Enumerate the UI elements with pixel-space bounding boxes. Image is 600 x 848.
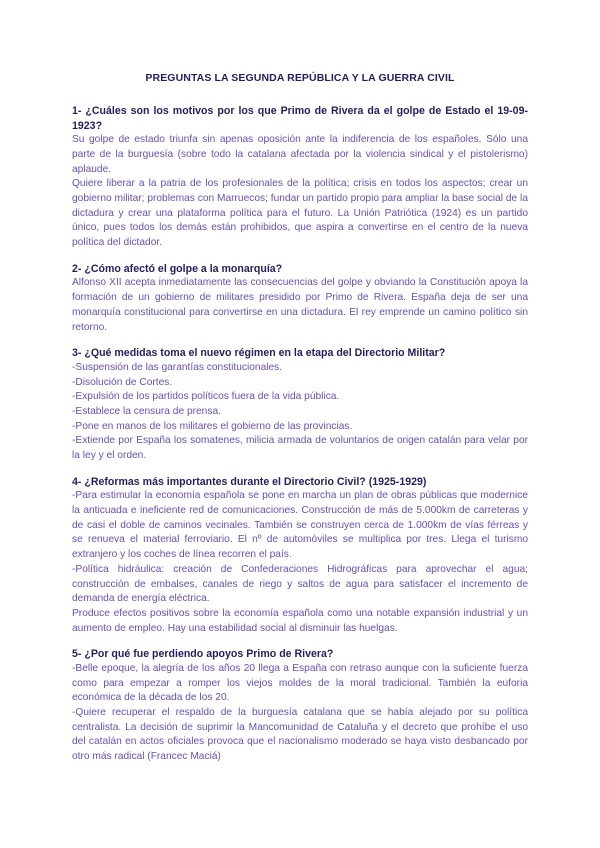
answer-paragraph: Su golpe de estado triunfa sin apenas oposición ante la indiferencia de los españoles. Sólo una parte de la burguesía (sobre todo la catalana afectada por la violencia sindical y el pistolerismo) aplaude.	[72, 134, 528, 175]
question-5: 5- ¿Por qué fue perdiendo apoyos Primo de Rivera?	[72, 648, 334, 661]
answer-list-item: -Pone en manos de los militares el gobierno de las provincias.	[72, 420, 353, 432]
section-3	[72, 346, 528, 464]
answer-list-item: -Extiende por España los somatenes, milicia armada de voluntarios de origen catalán para velar por la ley y el orden.	[72, 435, 528, 462]
section-4	[72, 475, 528, 637]
answer-paragraph: Alfonso XII acepta inmediatamente las consecuencias del golpe y obviando la Constitución apoya la formación de un gobierno de militares presidido por Primo de Rivera. España deja de ser una monarquía constitucional para convertirse en una dictadura. El rey emprende un camino político sin retorno.	[72, 277, 528, 333]
answer-paragraph: -Para estimular la economía española se pone en marcha un plan de obras públicas que modernice la anticuada e ineficiente red de comunicaciones. Construcción de más de 5.000km de carreteras y de casi el doble de caminos vecinales. También se construyen cerca de 1.000km de vías férreas y se renueva el material ferroviario. El nº de automóviles se multiplica por tres. Llega el turismo extranjero y los coches de línea recorren el país.	[72, 490, 528, 561]
answer-paragraph: -Política hidráulica: creación de Confederaciones Hidrográficas para aprovechar el agua; construcción de embalses, canales de riego y saltos de agua para satisfacer el incremento de demanda de energía eléctrica.	[72, 563, 528, 605]
question-3: 3- ¿Qué medidas toma el nuevo régimen en la etapa del Directorio Militar?	[72, 347, 446, 360]
document-title: PREGUNTAS LA SEGUNDA REPÚBLICA Y LA GUERRA CIVIL	[145, 72, 455, 84]
answer-paragraph: Quiere liberar a la patria de los profesionales de la política; crisis en todos los aspectos; crear un gobierno militar; problemas con Marruecos; fundar un partido propio para ampliar la base social de la dictadura y crear una plataforma política para el futuro. La Unión Patriótica (1924) es un partido único, pues todos los demás están prohibidos, que aspira a convertirse en el centro de la nueva política del dictador.	[72, 178, 528, 249]
answer-paragraph: -Belle epoque, la alegría de los años 20 llega a España con retraso aunque con la suficiente fuerza como para empezar a romper los viejos moldes de la moral tradicional. También la euforia económica de la década de los 20.	[72, 662, 528, 704]
answer-paragraph: -Quiere recuperar el respaldo de la burguesía catalana que se había alejado por su política centralista. La decisión de suprimir la Mancomunidad de Cataluña y el decreto que prohíbe el uso del catalán en actos oficiales provoca que el nacionalismo moderado se haya visto desbancado por otro más radical (Francec Maciá)	[72, 707, 528, 763]
section-5	[72, 647, 528, 765]
question-4: 4- ¿Reformas más importantes durante el Directorio Civil? (1925-1929)	[72, 475, 427, 488]
question-2: 2- ¿Cómo afectó el golpe a la monarquía?	[72, 262, 283, 275]
answer-list-item: -Disolución de Cortes.	[72, 376, 173, 388]
answer-list-item: -Expulsión de los partidos políticos fuera de la vida pública.	[72, 391, 340, 403]
section-1	[72, 104, 528, 251]
answer-paragraph: Produce efectos positivos sobre la economía española como una notable expansión industrial y un aumento de empleo. Hay una estabilidad social al disminuir las huelgas.	[72, 607, 528, 634]
question-1: 1- ¿Cuáles son los motivos por los que Primo de Rivera da el golpe de Estado el 19-09-1923?	[72, 105, 528, 132]
section-2	[72, 262, 528, 335]
answer-list-item: -Establece la censura de prensa.	[72, 405, 221, 417]
answer-list-item: -Suspensión de las garantías constitucionales.	[72, 361, 283, 373]
